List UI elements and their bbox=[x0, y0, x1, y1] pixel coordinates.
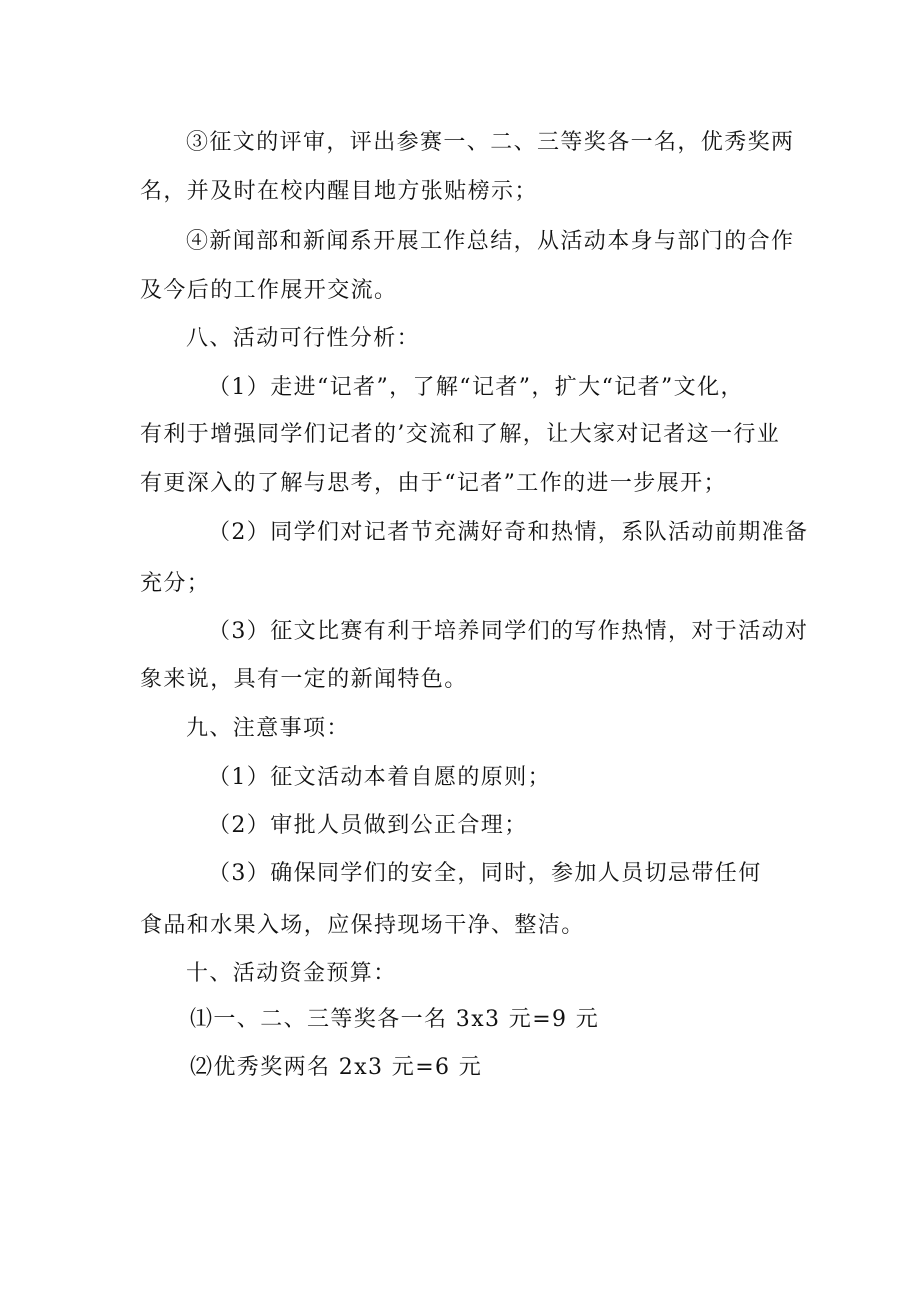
paragraph-line: ⑴一、二、三等奖各一名 3x3 元=9 元 bbox=[190, 1007, 600, 1032]
paragraph-line: （2）审批人员做到公正合理； bbox=[208, 813, 528, 838]
paragraph-line: 名，并及时在校内醒目地方张贴榜示； bbox=[140, 179, 538, 204]
paragraph-line: （3）征文比赛有利于培养同学们的写作热情，对于活动对 bbox=[208, 619, 809, 644]
paragraph-line: 食品和水果入场，应保持现场干净、整洁。 bbox=[140, 913, 585, 938]
paragraph-line: （1）走进“记者”，了解“记者”，扩大“记者”文化， bbox=[208, 375, 744, 400]
paragraph-line: （2）同学们对记者节充满好奇和热情，系队活动前期准备 bbox=[208, 520, 809, 545]
paragraph-line: （3）确保同学们的安全，同时，参加人员切忌带任何 bbox=[208, 861, 762, 886]
paragraph-line: ④新闻部和新闻系开展工作总结，从活动本身与部门的合作 bbox=[186, 229, 795, 254]
paragraph-line: 有利于增强同学们记者的’交流和了解，让大家对记者这一行业 bbox=[140, 422, 781, 447]
section-heading: 八、活动可行性分析： bbox=[186, 326, 421, 351]
paragraph-line: 充分； bbox=[140, 571, 211, 596]
paragraph-line: （1）征文活动本着自愿的原则； bbox=[208, 765, 551, 790]
section-heading: 十、活动资金预算： bbox=[186, 961, 397, 986]
paragraph-line: 及今后的工作展开交流。 bbox=[140, 278, 398, 303]
paragraph-line: 象来说，具有一定的新闻特色。 bbox=[140, 667, 468, 692]
paragraph-line: ③征文的评审，评出参赛一、二、三等奖各一名，优秀奖两 bbox=[186, 130, 795, 155]
paragraph-line: 有更深入的了解与思考，由于“记者”工作的进一步展开； bbox=[140, 471, 727, 496]
section-heading: 九、注意事项： bbox=[186, 716, 350, 741]
paragraph-line: ⑵优秀奖两名 2x3 元=6 元 bbox=[190, 1055, 483, 1080]
